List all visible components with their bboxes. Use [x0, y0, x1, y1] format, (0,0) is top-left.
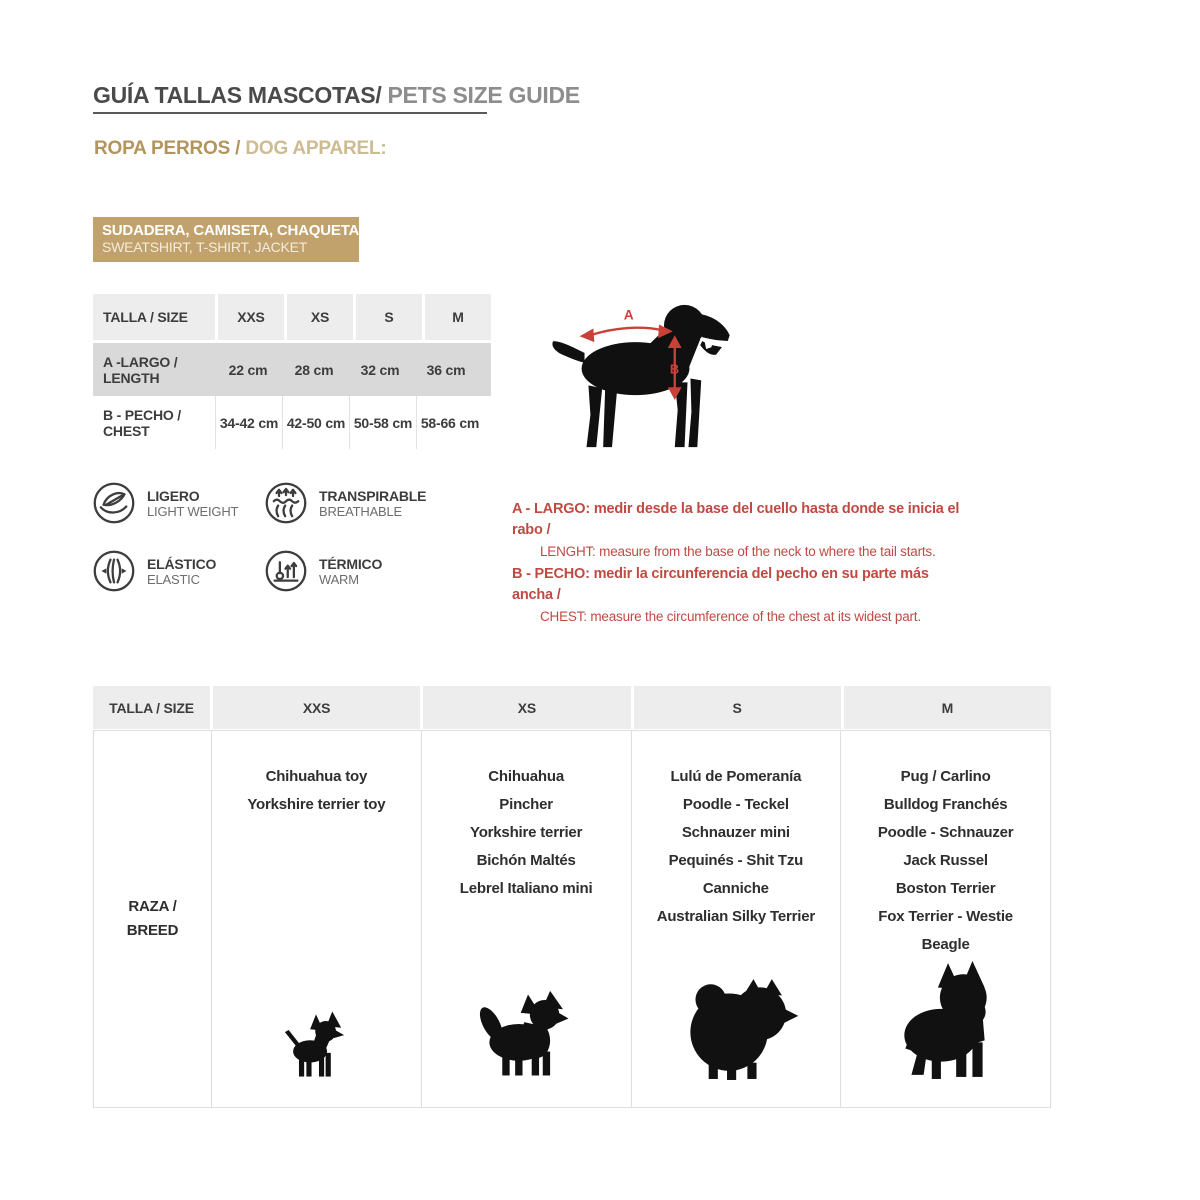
breed-table-header	[93, 686, 1051, 729]
feature-subtitle: WARM	[319, 571, 359, 587]
breed-item: Yorkshire terrier	[470, 824, 583, 841]
breed-item: Bichón Maltés	[476, 852, 576, 869]
breed-item: Chihuahua	[488, 768, 564, 785]
feature-title: ELÁSTICO	[147, 555, 217, 572]
feather-hand-icon	[93, 482, 135, 524]
breed-item: Boston Terrier	[895, 880, 996, 897]
breed-column-xs	[421, 731, 631, 1107]
breed-item: Lulú de Pomeranía	[670, 768, 802, 785]
chest-xs: 42-50 cm	[282, 396, 349, 449]
chest-row-label: B - PECHO / CHEST	[103, 406, 181, 439]
breed-item: Poodle - Schnauzer	[877, 824, 1014, 841]
size-table-header-s: S	[356, 294, 422, 340]
note-length	[512, 499, 972, 562]
subtitle-es: ROPA PERROS /	[94, 138, 246, 159]
section-subtitle	[94, 138, 387, 160]
breed-item: Lebrel Italiano mini	[459, 880, 593, 897]
breed-table	[93, 686, 1051, 1108]
breed-row-label	[94, 731, 211, 1107]
breed-item: Chihuahua toy	[265, 768, 368, 785]
chest-xxs: 34-42 cm	[215, 396, 282, 449]
breed-header-m: M	[844, 686, 1051, 729]
measurement-diagram	[548, 300, 776, 452]
feature-subtitle: BREATHABLE	[319, 503, 403, 519]
breed-row-label-es: RAZA /	[128, 898, 177, 915]
breed-item: Pincher	[499, 796, 553, 813]
breed-column-m	[840, 731, 1050, 1107]
breed-column-xxs	[211, 731, 421, 1107]
breed-header-xxs: XXS	[213, 686, 420, 729]
length-m: 36 cm	[426, 361, 466, 378]
chihuahua-silhouette-icon	[279, 1007, 353, 1081]
breed-item: Australian Silky Terrier	[656, 908, 816, 925]
feature-title: LIGERO	[147, 487, 200, 504]
size-table-row-length	[93, 343, 491, 396]
size-table-header-m: M	[425, 294, 491, 340]
dog-silhouette-diagram	[548, 300, 776, 452]
note-a-en: LENGHT: measure from the base of the neck to where the tail starts.	[540, 544, 936, 559]
feature-subtitle: LIGHT WEIGHT	[147, 503, 239, 519]
pomeranian-silhouette-icon	[670, 969, 802, 1081]
feature-title: TRANSPIRABLE	[319, 487, 427, 504]
category-es: SUDADERA, CAMISETA, CHAQUETA/	[102, 222, 364, 239]
subtitle-en: DOG APPAREL:	[245, 138, 387, 159]
arrow-b-label: B	[669, 361, 680, 377]
category-box	[93, 217, 364, 262]
note-b-es: medir la circunferencia del pecho en su parte más ancha /	[512, 566, 929, 603]
size-table-row-chest	[93, 396, 491, 449]
size-table-header-xs: XS	[287, 294, 353, 340]
size-table-header-xxs: XXS	[218, 294, 284, 340]
breed-list	[878, 731, 1014, 959]
breed-item: Beagle	[921, 936, 970, 953]
category-en: SWEATSHIRT, T-SHIRT, JACKET	[102, 239, 308, 255]
breed-item: Schnauzer mini	[681, 824, 790, 841]
chest-m: 58-66 cm	[416, 396, 483, 449]
feature-subtitle: ELASTIC	[147, 571, 200, 587]
feature-list	[93, 482, 433, 592]
breed-row-label-en: BREED	[126, 922, 179, 939]
title-underline	[93, 112, 487, 114]
page-title-es: GUÍA TALLAS MASCOTAS/	[93, 82, 382, 108]
feature-lightweight	[93, 482, 265, 524]
breed-list	[460, 731, 593, 903]
breed-header-label: TALLA / SIZE	[93, 686, 210, 729]
breed-item: Bulldog Franchés	[883, 796, 1008, 813]
breed-item: Pug / Carlino	[900, 768, 991, 785]
note-b-label: B - PECHO:	[512, 566, 590, 582]
breed-item: Yorkshire terrier toy	[247, 796, 386, 813]
length-s: 32 cm	[360, 361, 400, 378]
page-title-en: PETS SIZE GUIDE	[381, 82, 580, 108]
feature-title: TÉRMICO	[319, 555, 383, 572]
note-b-en: CHEST: measure the circumference of the chest at its widest part.	[540, 609, 921, 624]
longhair-chihuahua-silhouette-icon	[471, 989, 581, 1081]
breed-item: Jack Russel	[903, 852, 988, 869]
measuring-notes	[512, 499, 972, 629]
french-bulldog-silhouette-icon	[885, 959, 1007, 1081]
note-a-label: A - LARGO:	[512, 501, 591, 517]
breed-table-body	[93, 730, 1051, 1108]
breed-list	[247, 731, 385, 819]
breed-item: Fox Terrier - Westie	[878, 908, 1013, 925]
page-title	[93, 82, 580, 109]
breed-item: Canniche	[702, 880, 769, 897]
chest-s: 50-58 cm	[349, 396, 416, 449]
stretch-icon	[93, 550, 135, 592]
length-xs: 28 cm	[294, 361, 334, 378]
feature-breathable	[265, 482, 433, 524]
breed-header-s: S	[634, 686, 841, 729]
breed-item: Poodle - Teckel	[682, 796, 789, 813]
length-row-label: A -LARGO / LENGTH	[103, 353, 178, 386]
feature-warm	[265, 550, 433, 592]
breed-item: Pequinés - Shit Tzu	[668, 852, 804, 869]
length-xxs: 22 cm	[228, 361, 268, 378]
note-chest	[512, 564, 972, 627]
thermometer-icon	[265, 550, 307, 592]
airflow-icon	[265, 482, 307, 524]
breed-header-xs: XS	[423, 686, 630, 729]
breed-list	[657, 731, 815, 931]
arrow-a-label: A	[623, 307, 634, 323]
size-table-header-label: TALLA / SIZE	[93, 294, 215, 340]
breed-column-s	[631, 731, 841, 1107]
size-table-header	[93, 294, 491, 340]
size-table	[93, 294, 491, 449]
note-a-es: medir desde la base del cuello hasta donde se inicia el rabo /	[512, 501, 960, 538]
feature-elastic	[93, 550, 265, 592]
